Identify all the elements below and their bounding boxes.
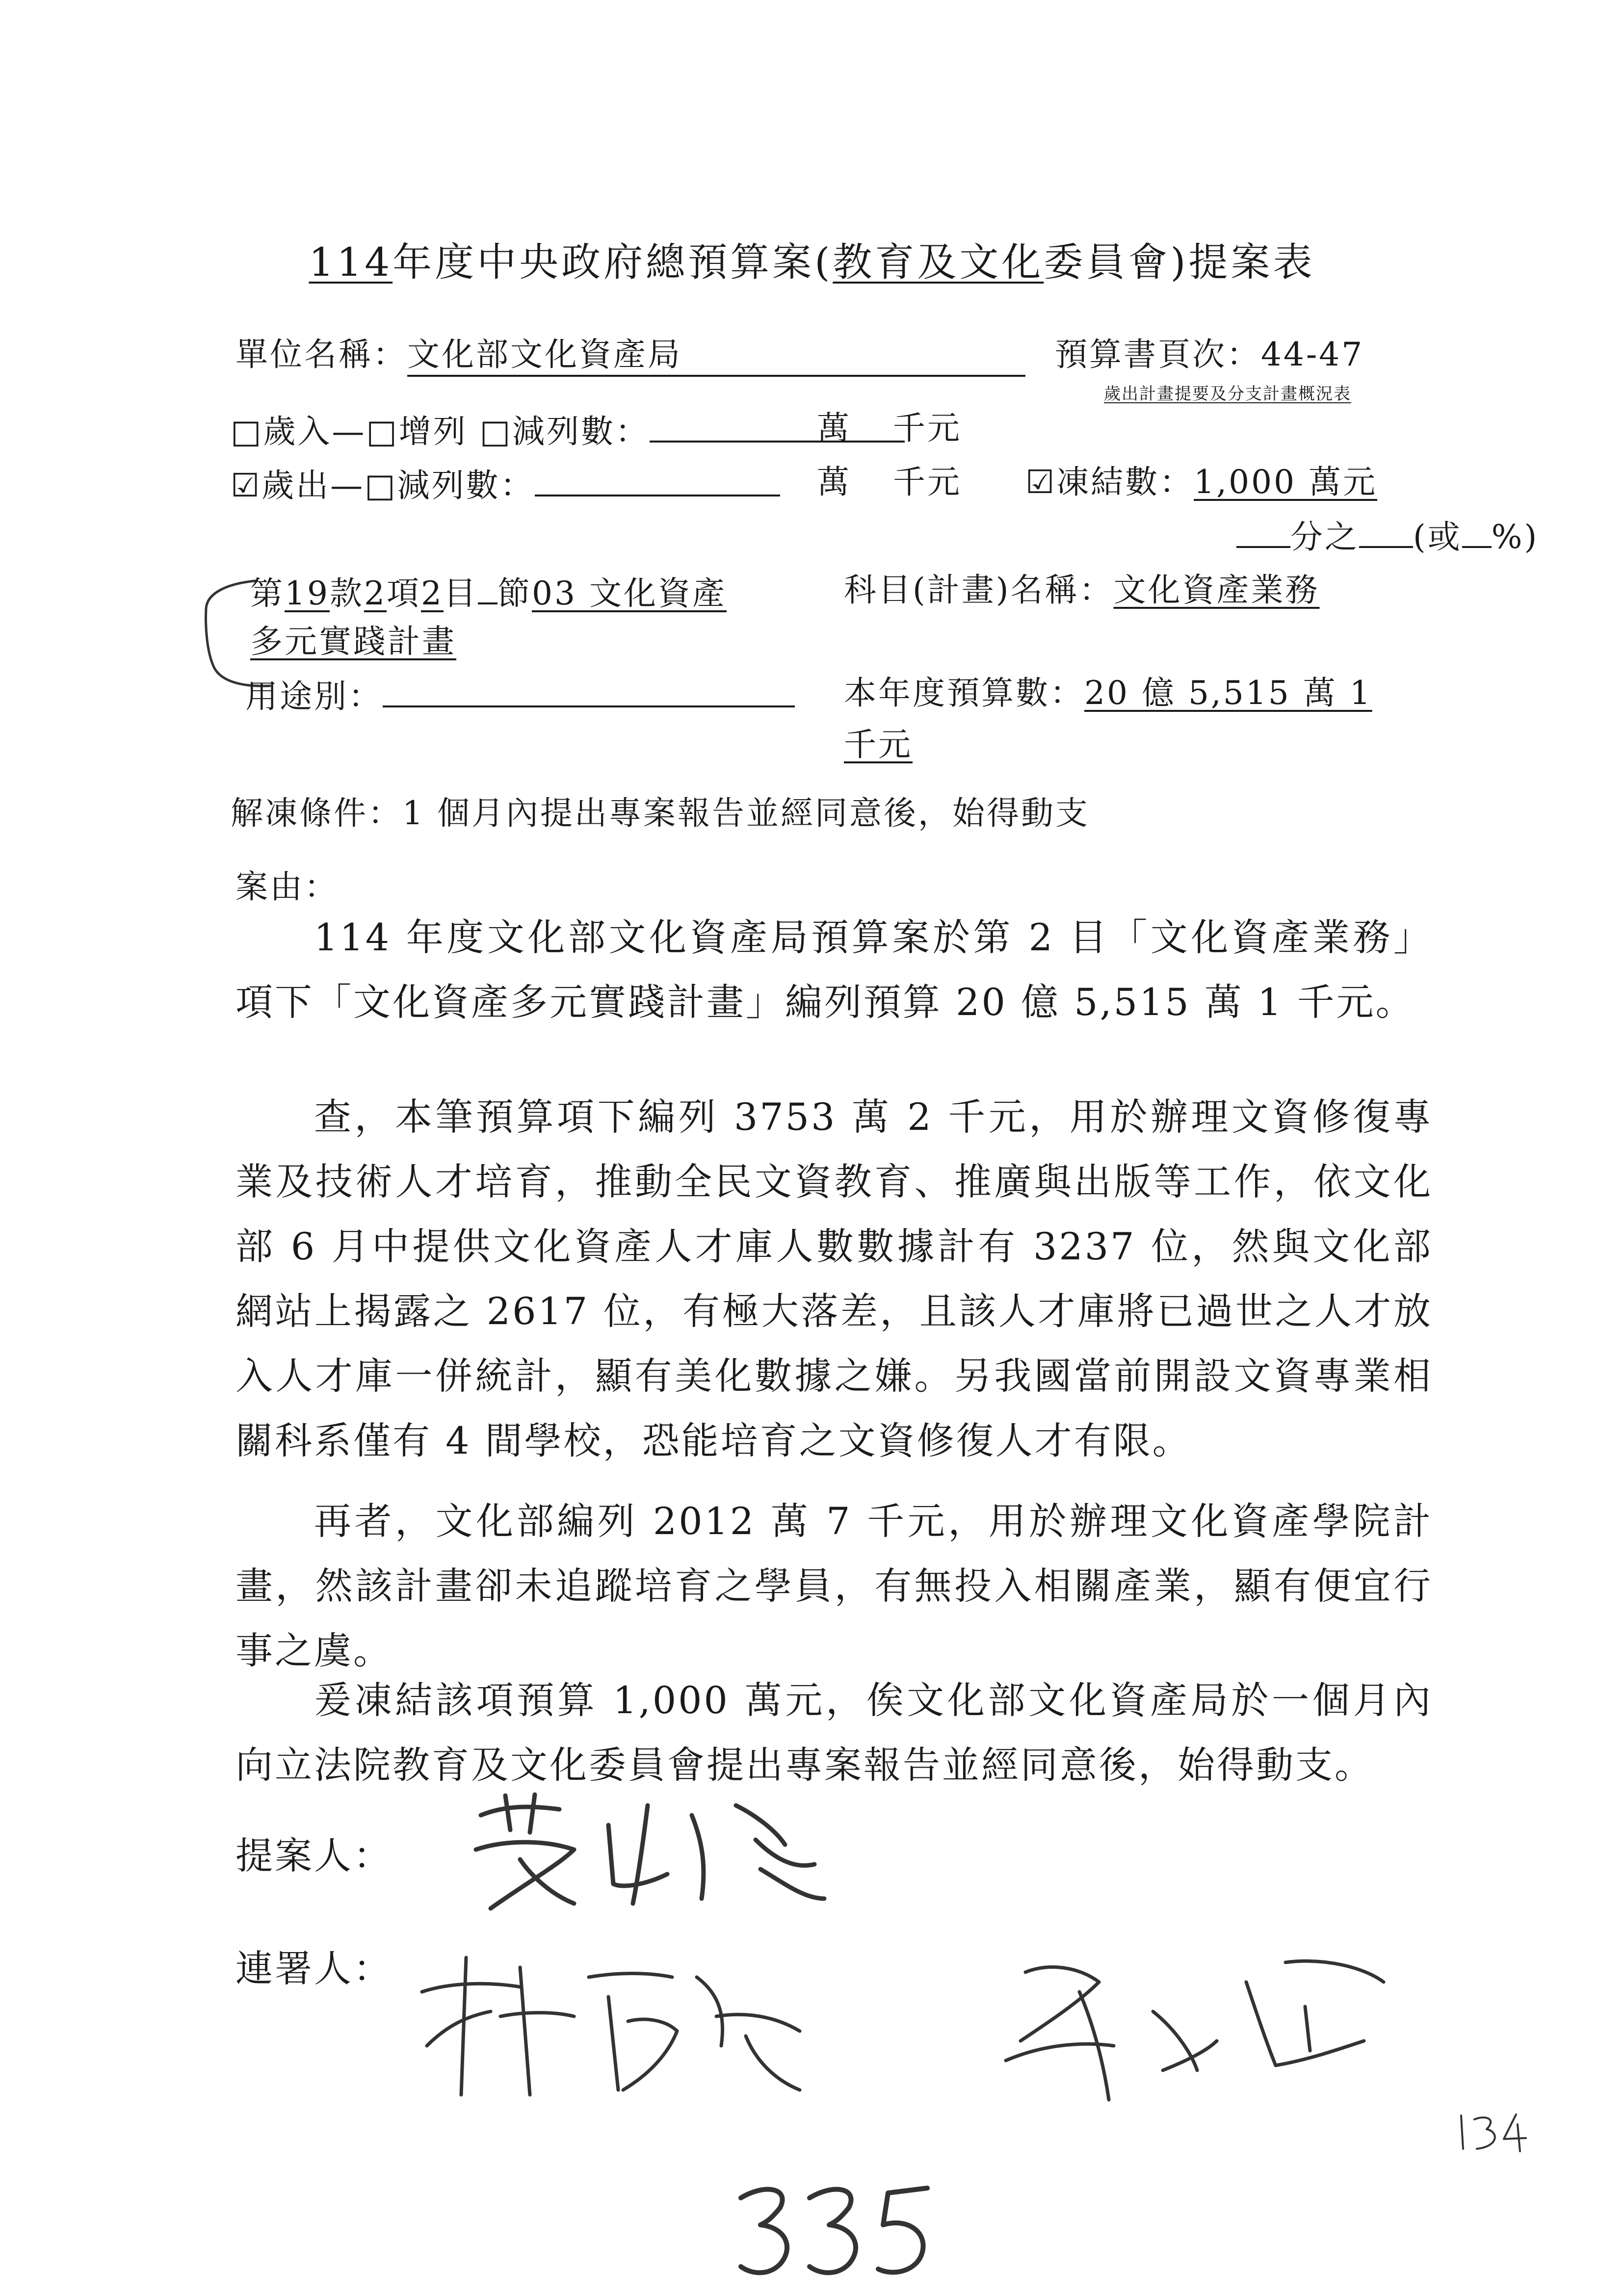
freeze-row	[1025, 463, 1378, 501]
fraction-part3: %)	[1491, 518, 1539, 556]
unfreeze-condition: 解凍條件：1 個月內提出專案報告並經同意後，始得動支	[231, 794, 1090, 832]
expense-wan: 萬	[817, 463, 851, 501]
unit-value: 文化部文化資產局	[407, 336, 682, 373]
reason-label: 案由：	[236, 868, 339, 906]
revenue-text: □歲入—□增列 □減列數：	[231, 413, 650, 450]
fraction-part2: (或	[1413, 518, 1462, 556]
budget-page-value: 44-47	[1261, 336, 1364, 373]
item-kuan-label: 款	[329, 574, 364, 612]
expense-qian: 千元	[893, 463, 962, 501]
current-budget-row	[844, 674, 1372, 712]
revenue-row	[231, 409, 905, 450]
budget-page-note: 歲出計畫提要及分支計畫概況表	[1104, 384, 1351, 404]
usage-blank	[383, 677, 795, 707]
subject-label: 科目(計畫)名稱：	[844, 571, 1114, 609]
item-prefix: 第	[250, 574, 285, 612]
fraction-part1: 分之	[1290, 518, 1359, 556]
proposer-label: 提案人：	[236, 1834, 393, 1878]
title-pre: 年度中央政府總預算案(	[393, 239, 833, 285]
title-year: 114	[309, 239, 393, 285]
usage-row	[245, 677, 795, 713]
subject-value: 文化資產業務	[1113, 571, 1320, 609]
budget-page-row	[1055, 336, 1364, 373]
cosigner-signature-2	[991, 1943, 1393, 2110]
reason-paragraph-4: 爰凍結該項預算 1,000 萬元，俟文化部文化資產局於一個月內向立法院教育及文化委員會提出專案報告並經同意後，始得動支。	[236, 1678, 1433, 1787]
item-kuan: 19	[285, 574, 330, 612]
proposer-signature	[461, 1786, 834, 1918]
revenue-amount-blank	[650, 409, 905, 447]
revenue-wan: 萬	[817, 409, 851, 447]
current-budget-value: 20 億 5,515 萬 1	[1084, 674, 1372, 712]
item-jie-line2: 多元實踐計畫	[250, 623, 456, 660]
freeze-value: 1,000 萬元	[1194, 463, 1378, 501]
revenue-qian: 千元	[893, 409, 962, 447]
title-committee: 教育及文化	[833, 239, 1044, 285]
cosigner-label: 連署人：	[236, 1947, 393, 1990]
subject-row	[844, 571, 1320, 609]
item-xiang: 2	[364, 574, 387, 612]
expense-amount-blank	[535, 466, 780, 496]
page-number-handwriting	[731, 2178, 937, 2281]
item-jie-label: 節	[497, 574, 532, 612]
cosigner-signature-1	[412, 1948, 814, 2114]
usage-label: 用途別：	[245, 678, 383, 715]
form-title	[0, 231, 1624, 287]
freeze-label: ☑凍結數：	[1025, 463, 1194, 501]
expense-row	[231, 466, 780, 502]
current-budget-label: 本年度預算數：	[844, 674, 1084, 712]
item-xiang-label: 項	[386, 574, 421, 612]
fraction-row	[1236, 518, 1539, 556]
expense-text: ☑歲出—□減列數：	[231, 467, 535, 504]
budget-page-label: 預算書頁次：	[1055, 336, 1261, 373]
title-post: 委員會)提案表	[1044, 239, 1315, 285]
item-jie: 03 文化資產	[531, 574, 727, 612]
reason-paragraph-2: 查，本筆預算項下編列 3753 萬 2 千元，用於辦理文資修復專業及技術人才培育，推動全民文資教育、推廣與出版等工作，依文化部 6 月中提供文化資產人才庫人數數據計有 3237 位，然與文化部網站上揭露之 2617 位，有極大落差，且該人才庫將已過世之人才放入人才庫一併統計，顯有美化數據之嫌。另我國當前開設文資專業相關科系僅有 4 間學校，恐能培育之文資修復人才有限。	[236, 1095, 1433, 1462]
reason-paragraph-1: 114 年度文化部文化資產局預算案於第 2 目「文化資產業務」項下「文化資產多元實踐計畫」編列預算 20 億 5,515 萬 1 千元。	[236, 915, 1433, 1024]
item-mu: 2	[420, 574, 444, 612]
item-mu-label: 目	[443, 574, 478, 612]
unit-label: 單位名稱：	[236, 336, 407, 373]
corner-number-handwriting	[1452, 2110, 1531, 2154]
item-row	[250, 574, 727, 610]
reason-paragraph-3: 再者，文化部編列 2012 萬 7 千元，用於辦理文化資產學院計畫，然該計畫卻未追蹤培育之學員，有無投入相關產業，顯有便宜行事之虞。	[236, 1499, 1433, 1672]
current-budget-value-line2: 千元	[844, 726, 913, 763]
unit-name-row	[236, 336, 1025, 377]
